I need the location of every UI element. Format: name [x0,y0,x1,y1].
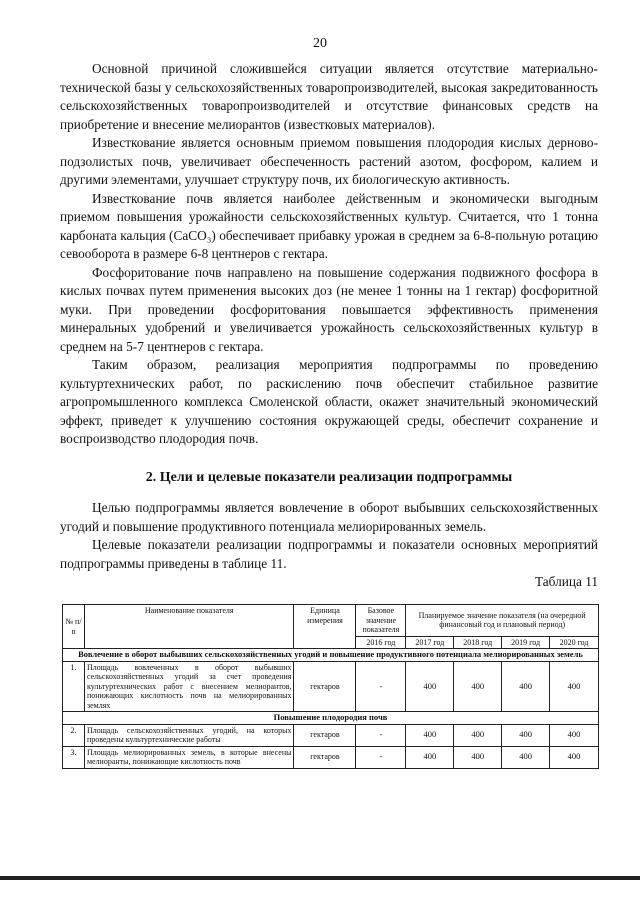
row-value: 400 [454,746,502,768]
header-year: 2019 год [502,636,550,649]
group-title: Повышение плодородия почв [63,712,599,725]
paragraph: Основной причиной сложившейся ситуации является отсутствие материально-технической базы у сельскохозяйственных товаропроизводителей, высокая закредитованность сельскохозяйственных товаропроизводителей и отсутствие финансовых средств на приобретение и внесение мелиорантов (известковых материалов). [60,61,598,132]
row-unit: гектаров [294,661,356,712]
row-value: 400 [406,724,454,746]
paragraph: Известкование почв является наиболее действенным и экономически выгодным приемом повышения урожайности сельскохозяйственных культур. Считается, что 1 тонна карбоната кальция (CaCO₃) обеспечивает прибавку урожая в среднем за 6-8-польную ротацию севооборота в размере 6-8 центнеров с гектара. [60,190,598,261]
table-row [63,661,599,712]
header-base: Базовое значение показателя [356,605,406,637]
row-unit: гектаров [294,746,356,768]
row-name: Площадь мелиорированных земель, в которые внесены мелиоранты, понижающие кислотность почв [84,746,294,768]
page-bottom-border [0,876,640,880]
row-value: 400 [502,746,550,768]
paragraph: Целевые показатели реализации подпрограммы и показатели основных мероприятий подпрограммы приведены в таблице 11. [60,537,598,571]
paragraph: Фосфоритование почв направлено на повышение содержания подвижного фосфора в кислых почвах путем применения высоких доз (не менее 1 тонны на 1 гектар) фосфоритной муки. При проведении фосфоритования повышается эффективность применения минеральных удобрений и увеличивается урожайность сельскохозяйственных культур в среднем на 5-7 центнеров с гектара. [60,264,598,354]
row-num: 3. [63,746,85,768]
paragraph: Таким образом, реализация мероприятия подпрограммы по проведению культуртехнических работ, по раскислению почв обеспечит стабильное развитие агропромышленного комплекса Смоленской области, окажет значительный экономический эффект, приведет к улучшению состояния окружающей среды, обеспечит сохранение и воспроизводство плодородия почв. [60,357,598,446]
table-group-row [63,649,599,662]
row-num: 1. [63,661,85,712]
paragraph: Целью подпрограммы является вовлечение в оборот выбывших сельскохозяйственных угодий и повышение продуктивного потенциала мелиорированных земель. [60,500,598,534]
row-value: 400 [502,724,550,746]
row-value: 400 [550,661,599,712]
table-header-row [63,605,599,637]
table-row [63,746,599,768]
row-value: 400 [550,746,599,768]
indicators-table [62,604,599,769]
row-value: 400 [454,724,502,746]
row-name: Площадь сельскохозяйственных угодий, на которых проведены культуртехнические работы [84,724,294,746]
row-value: 400 [454,661,502,712]
header-year: 2018 год [454,636,502,649]
header-unit: Единица измерения [294,605,356,649]
row-unit: гектаров [294,724,356,746]
header-name: Наименование показателя [84,605,294,649]
section-heading: 2. Цели и целевые показатели реализации подпрограммы [145,469,513,485]
header-year: 2016 год [356,636,406,649]
header-year: 2020 год [550,636,599,649]
paragraph: Известкование является основным приемом повышения плодородия кислых дерново-подзолистых почв, увеличивает обеспеченность растений азотом, фосфором, калием и другими элементами, улучшает структуру почв, их биологическую активность. [60,135,598,187]
document-body [60,60,598,592]
row-value: 400 [502,661,550,712]
table-row [63,724,599,746]
page-number: 20 [313,36,327,51]
row-value: 400 [406,661,454,712]
header-planned: Планируемое значение показателя (на очередной финансовый год и плановый период) [406,605,599,637]
row-value: 400 [550,724,599,746]
table-group-row [63,712,599,725]
header-year: 2017 год [406,636,454,649]
row-name: Площадь вовлеченных в оборот выбывших сельскохозяйственных угодий за счет проведения культуртехнических работ с внесением мелиорантов, понижающих кислотность почв на мелиорированных землях [84,661,294,712]
row-num: 2. [63,724,85,746]
row-base: - [356,724,406,746]
row-base: - [356,746,406,768]
row-base: - [356,661,406,712]
header-num: № п/п [63,605,85,649]
group-title: Вовлечение в оборот выбывших сельскохозяйственных угодий и повышение продуктивного потенциала мелиорированных земель [63,649,599,662]
table-caption: Таблица 11 [534,574,598,589]
row-value: 400 [406,746,454,768]
